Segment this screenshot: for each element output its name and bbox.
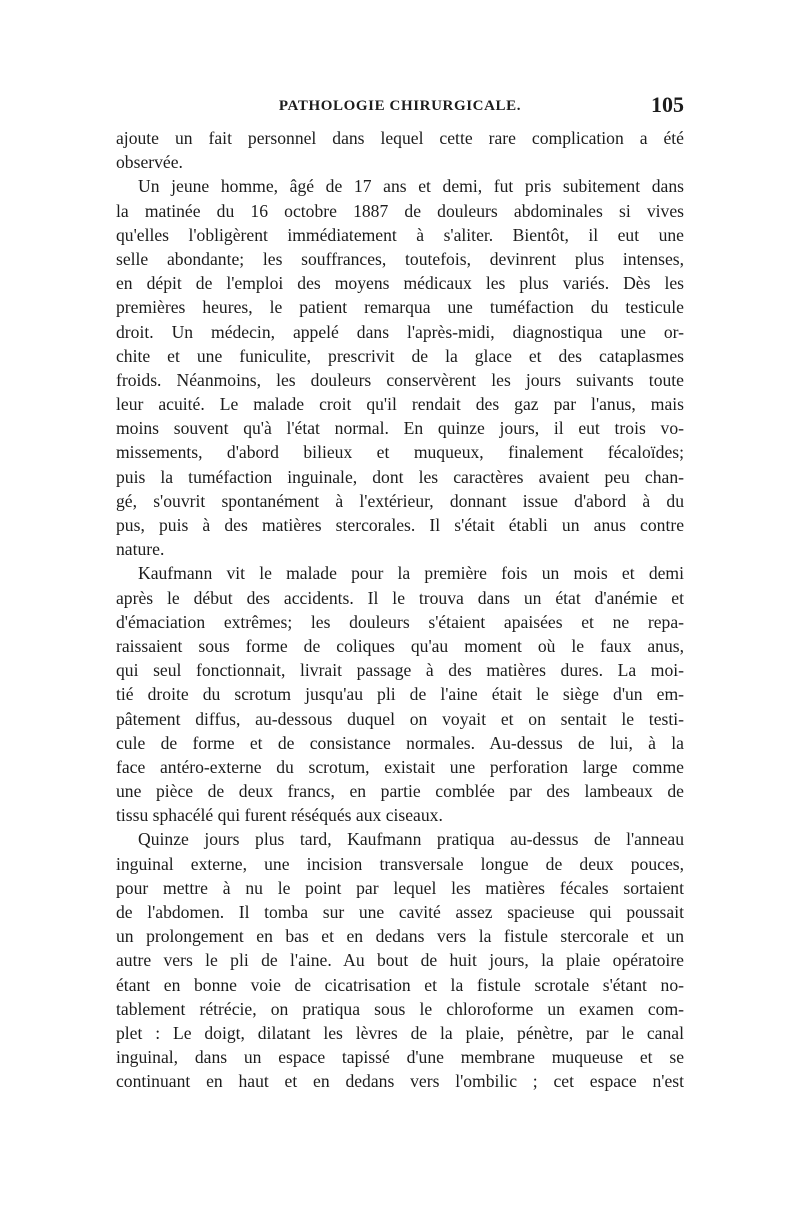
text-line: pour mettre à nu le point par lequel les matières fécales sortaient [116, 877, 684, 898]
text-line: Kaufmann vit le malade pour la première fois un mois et demi [138, 563, 684, 584]
running-head [116, 92, 684, 120]
text-line: observée. [116, 152, 183, 173]
text-line: premières heures, le patient remarqua une tuméfaction du testicule [116, 297, 684, 318]
text-line: en dépit de l'emploi des moyens médicaux les plus variés. Dès les [116, 273, 684, 294]
text-line: une pièce de deux francs, en partie comblée par des lambeaux de [116, 781, 684, 802]
text-line: inguinal externe, une incision transversale longue de deux pouces, [116, 853, 684, 874]
text-line: nature. [116, 539, 165, 560]
text-line: moins souvent qu'à l'état normal. En quinze jours, il eut trois vo- [116, 418, 684, 439]
text-line: plet : Le doigt, dilatant les lèvres de la plaie, pénètre, par le canal [116, 1022, 684, 1043]
text-line: étant en bonne voie de cicatrisation et la fistule scrotale s'étant no- [116, 974, 684, 995]
text-line: leur acuité. Le malade croit qu'il rendait des gaz par l'anus, mais [116, 394, 684, 415]
text-line: droit. Un médecin, appelé dans l'après-midi, diagnostiqua une or- [116, 321, 684, 342]
page-number: 105 [651, 92, 684, 117]
text-line: Quinze jours plus tard, Kaufmann pratiqua au-dessus de l'anneau [138, 829, 684, 850]
text-line: d'émaciation extrêmes; les douleurs s'étaient apaisées et ne repa- [116, 611, 684, 632]
text-line: tablement rétrécie, on pratiqua sous le chloroforme un examen com- [116, 998, 684, 1019]
body-text [116, 126, 684, 1094]
text-line: pâtement diffus, au-dessous duquel on voyait et on sentait le testi- [116, 708, 684, 729]
text-line: selle abondante; les souffrances, toutefois, devinrent plus intenses, [116, 248, 684, 269]
text-line: froids. Néanmoins, les douleurs conservèrent les jours suivants toute [116, 369, 684, 390]
text-line: face antéro-externe du scrotum, existait une perforation large comme [116, 756, 684, 777]
text-line: de l'abdomen. Il tomba sur une cavité assez spacieuse qui poussait [116, 902, 684, 922]
text-line: continuant en haut et en dedans vers l'ombilic ; cet espace n'est [116, 1071, 684, 1092]
text-line: puis la tuméfaction inguinale, dont les caractères avaient peu chan- [116, 466, 684, 487]
text-line: raissaient sous forme de coliques qu'au moment où le faux anus, [116, 635, 684, 656]
text-line: ajoute un fait personnel dans lequel cette rare complication a été [116, 128, 684, 148]
text-line: la matinée du 16 octobre 1887 de douleurs abdominales si vives [116, 200, 684, 221]
text-line: qu'elles l'obligèrent immédiatement à s'aliter. Bientôt, il eut une [116, 224, 684, 245]
text-line: gé, s'ouvrit spontanément à l'extérieur, donnant issue d'abord à du [116, 490, 684, 511]
text-line: Un jeune homme, âgé de 17 ans et demi, fut pris subitement dans [138, 176, 684, 197]
text-line: qui seul fonctionnait, livrait passage à des matières dures. La moi- [116, 660, 684, 681]
text-line: cule de forme et de consistance normales. Au-dessus de lui, à la [116, 732, 684, 753]
text-line: tissu sphacélé qui furent réséqués aux ciseaux. [116, 805, 443, 826]
text-line: chite et une funiculite, prescrivit de la glace et des cataplasmes [116, 345, 684, 366]
text-line: pus, puis à des matières stercorales. Il s'était établi un anus contre [116, 515, 684, 535]
running-title: PATHOLOGIE CHIRURGICALE. [278, 98, 522, 114]
text-line: tié droite du scrotum jusqu'au pli de l'aine était le siège d'un em- [116, 684, 684, 705]
text-line: après le début des accidents. Il le trouva dans un état d'anémie et [116, 587, 684, 608]
text-line: inguinal, dans un espace tapissé d'une membrane muqueuse et se [116, 1047, 684, 1068]
text-line: un prolongement en bas et en dedans vers la fistule stercorale et un [116, 926, 684, 947]
text-line: missements, d'abord bilieux et muqueux, finalement fécaloïdes; [116, 442, 684, 463]
text-line: autre vers le pli de l'aine. Au bout de huit jours, la plaie opératoire [116, 950, 684, 971]
